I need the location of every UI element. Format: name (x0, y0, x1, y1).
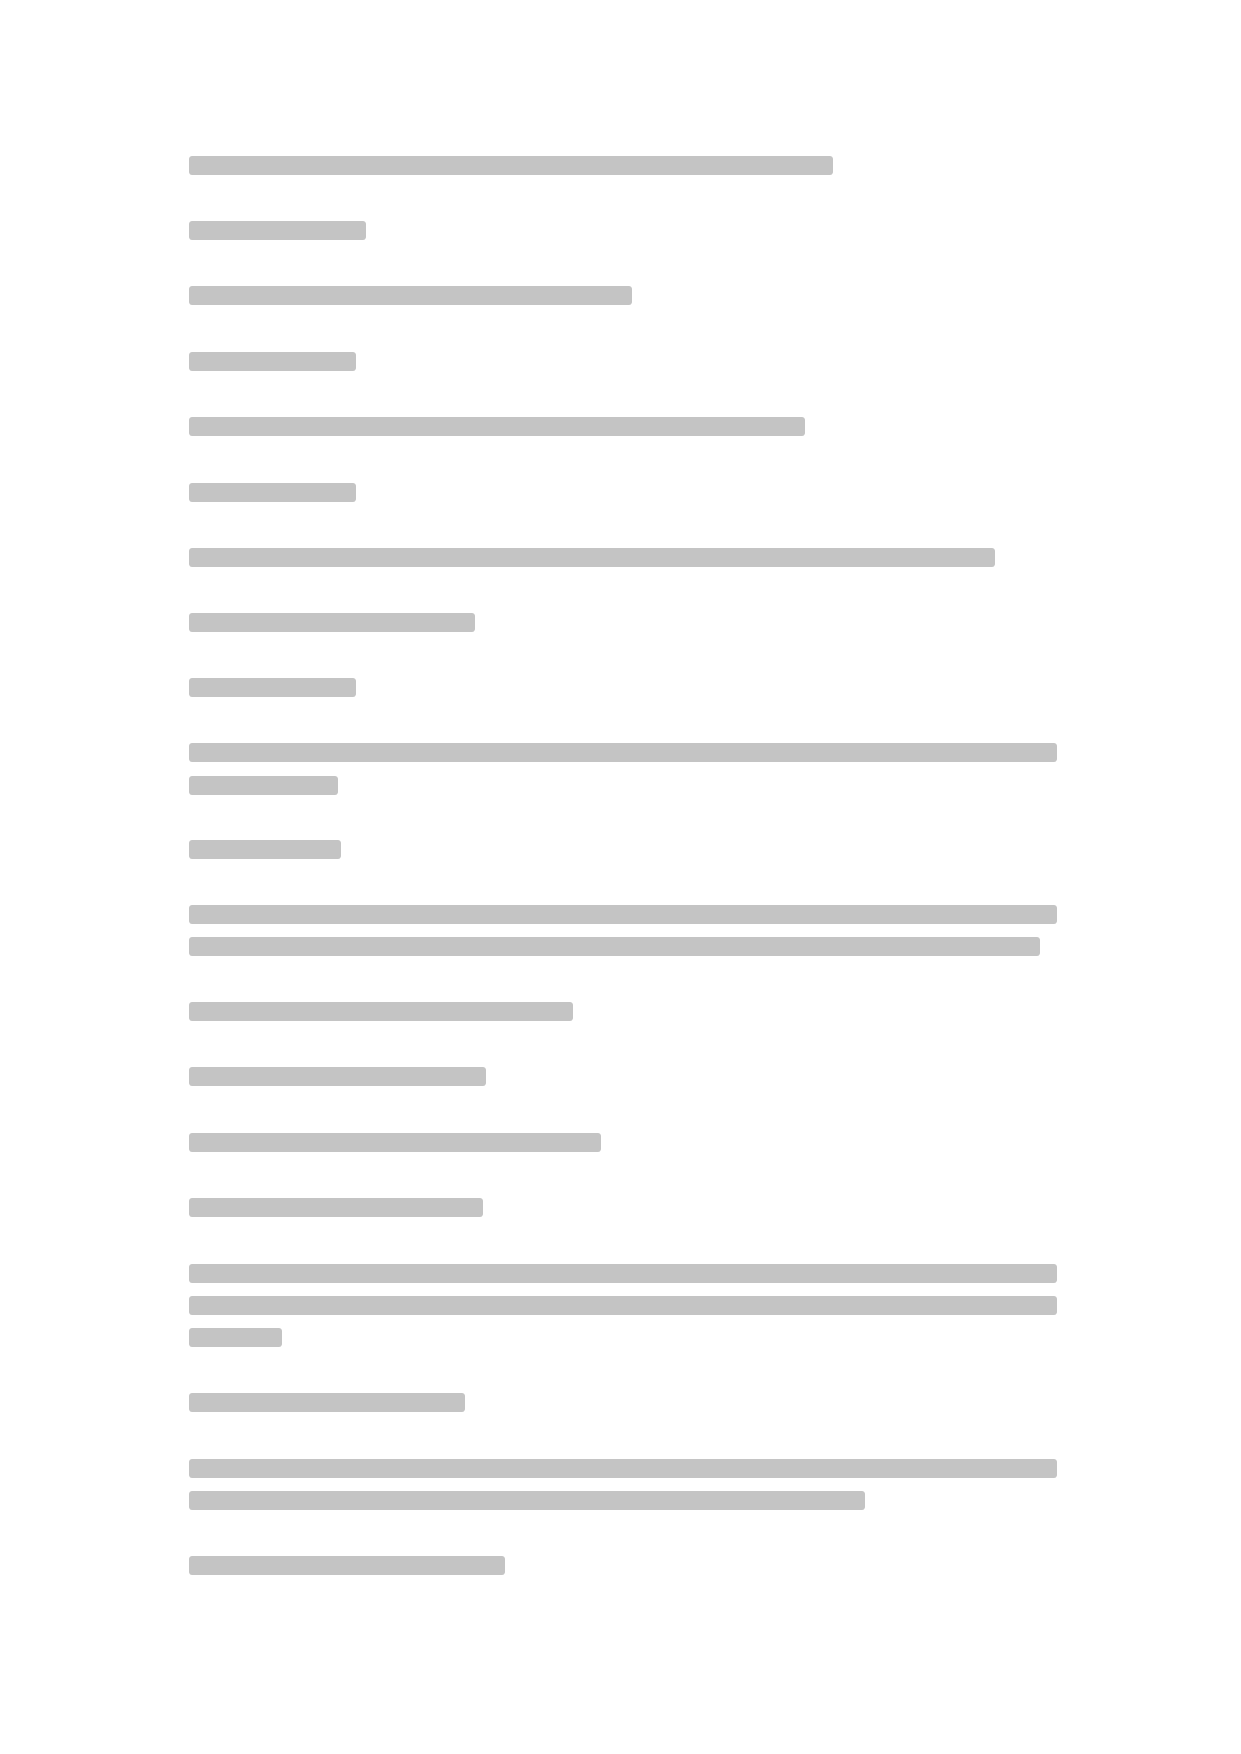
text-line-11 (189, 776, 338, 795)
text-line-9 (189, 678, 356, 697)
text-line-19 (189, 1264, 1057, 1283)
text-line-12 (189, 840, 341, 859)
text-line-24 (189, 1491, 865, 1510)
text-line-4 (189, 352, 356, 371)
text-line-6 (189, 483, 356, 502)
text-line-13 (189, 905, 1057, 924)
text-line-7 (189, 548, 995, 567)
text-line-25 (189, 1556, 505, 1575)
text-line-15 (189, 1002, 573, 1021)
text-line-20 (189, 1296, 1057, 1315)
text-line-1 (189, 156, 833, 175)
text-line-2 (189, 221, 366, 240)
text-line-3 (189, 286, 632, 305)
text-line-5 (189, 417, 805, 436)
text-line-14 (189, 937, 1040, 956)
text-line-22 (189, 1393, 465, 1412)
text-line-10 (189, 743, 1057, 762)
text-line-18 (189, 1198, 483, 1217)
text-line-16 (189, 1067, 486, 1086)
text-line-23 (189, 1459, 1057, 1478)
text-line-8 (189, 613, 475, 632)
text-line-17 (189, 1133, 601, 1152)
text-line-21 (189, 1328, 282, 1347)
